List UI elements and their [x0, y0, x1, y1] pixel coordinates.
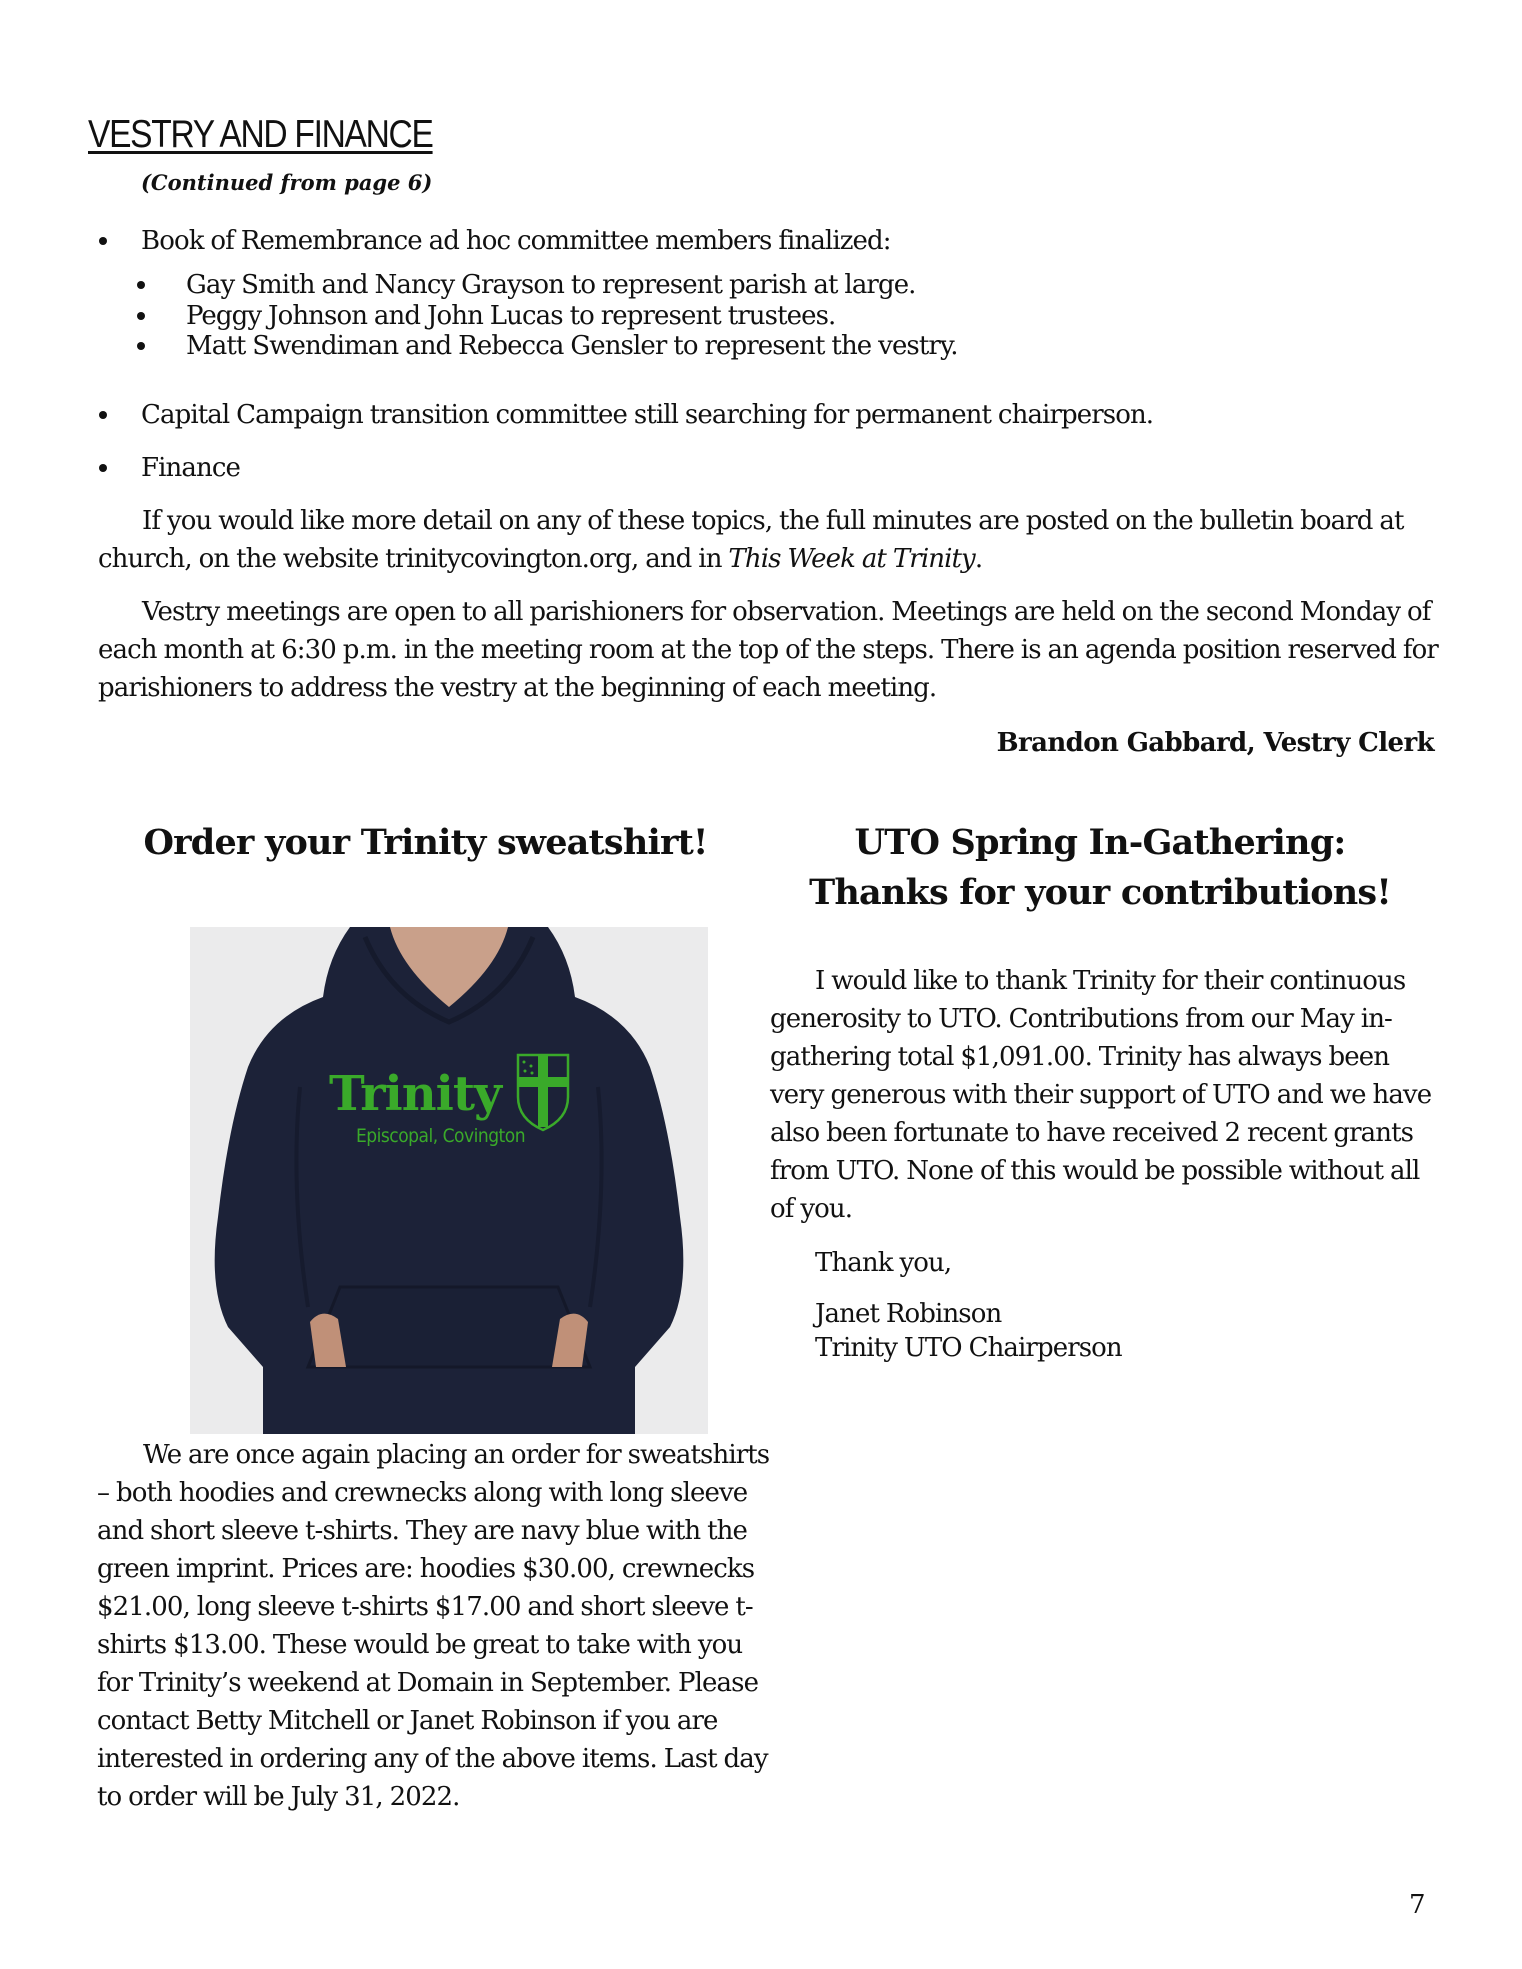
section-title-vestry: VESTRY AND FINANCE [88, 113, 433, 156]
bullet-text: Capital Campaign transition committee still searching for permanent chairperson. [141, 400, 1154, 430]
publication-title: This Week at Trinity [728, 544, 975, 574]
list-item [98, 449, 240, 487]
hoodie-photo [190, 927, 708, 1434]
sweatshirt-heading: Order your Trinity sweatshirt! [143, 822, 708, 863]
page-number: 7 [1409, 1890, 1426, 1920]
minutes-text-end: . [974, 544, 983, 574]
bullet-icon [99, 237, 107, 245]
sub-bullet-text: Matt Swendiman and Rebecca Gensler to represent the vestry. [186, 331, 958, 361]
sub-bullet-text: Gay Smith and Nancy Grayson to represent parish at large. [186, 270, 916, 300]
minutes-text: If you would like more detail on any of these topics, the full minutes are posted on the bulletin board at church, on the website trinitycovington.org, and in [98, 506, 1404, 574]
bullet-icon [99, 464, 107, 472]
hoodie-illustration [190, 927, 708, 1434]
uto-signer-title: Trinity UTO Chairperson [815, 1333, 1122, 1363]
vestry-bullet-list-2 [98, 396, 1153, 434]
vestry-signature: Brandon Gabbard, Vestry Clerk [996, 728, 1434, 758]
bullet-icon [137, 281, 145, 289]
uto-closing: Thank you, [815, 1248, 952, 1278]
meetings-paragraph: Vestry meetings are open to all parishioners for observation. Meetings are held on the second Monday of each month at 6:30 p.m. in the meeting room at the top of the steps. There is an agenda position reserved for parishioners to address the vestry at the beginning of each meeting. [98, 597, 1438, 703]
vestry-bullet-list [98, 222, 891, 260]
continued-note: (Continued from page 6) [141, 170, 433, 195]
uto-signer-name: Janet Robinson [815, 1299, 1002, 1329]
uto-heading [770, 818, 1430, 918]
list-item [136, 331, 958, 362]
bullet-icon [99, 411, 107, 419]
logo-word: Trinity [329, 1066, 501, 1122]
committee-sub-list [136, 270, 958, 362]
bullet-text: Finance [141, 453, 240, 483]
uto-heading-line2: Thanks for your contributions! [809, 872, 1391, 913]
minutes-paragraph [98, 502, 1438, 578]
uto-heading-line1: UTO Spring In-Gathering: [854, 822, 1346, 863]
uto-body: I would like to thank Trinity for their continuous generosity to UTO. Contributions from our May in-gathering total $1,091.00. Trinity has always been very generous with their support of UTO and we have also been fortunate to have received 2 recent grants from UTO. None of this would be possible without all of you. [770, 966, 1432, 1224]
sub-bullet-text: Peggy Johnson and John Lucas to represent trustees. [186, 300, 836, 331]
bullet-icon [137, 312, 145, 320]
list-item [98, 222, 891, 260]
bullet-text: Book of Remembrance ad hoc committee members finalized: [141, 226, 891, 256]
list-item [136, 301, 958, 332]
vestry-bullet-list-3 [98, 449, 240, 487]
bullet-icon [137, 342, 145, 350]
list-item [136, 270, 958, 301]
logo-subtitle: Episcopal, Covington [356, 1125, 526, 1147]
sweatshirt-body: We are once again placing an order for sweatshirts – both hoodies and crewnecks along with long sleeve and short sleeve t-shirts. They are navy blue with the green imprint. Prices are: hoodies $30.00, crewnecks $21.00, long sleeve t-shirts $17.00 and short sleeve t-shirts $13.00. These would be great to take with you for Trinity’s weekend at Domain in September. Please contact Betty Mitchell or Janet Robinson if you are interested in ordering any of the above items. Last day to order will be July 31, 2022. [97, 1440, 770, 1812]
list-item [98, 396, 1153, 434]
